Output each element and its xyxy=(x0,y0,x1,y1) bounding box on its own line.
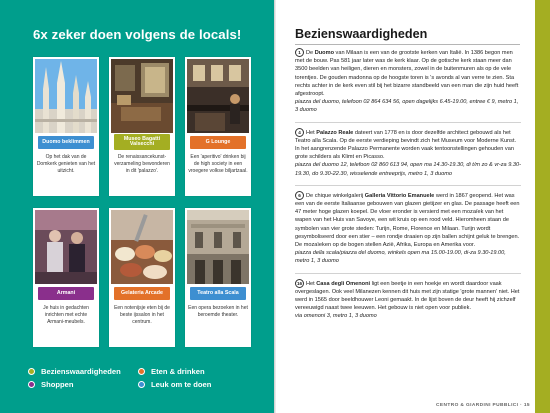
card-tag: Gelateria Arcade xyxy=(114,287,170,300)
article-text: van Milaan is een van de grootste kerken van Italië. In 1386 begon men met de bouw. Pas 581 jaar later was de kerk klaar. Op de gotische kerk staan meer dan 3500 beelden van heiligen, dieren en monsters, zowel in de buitenmuren als op de vele torentjes. De gouden madonna op de hoogste toren is 's avonds al van verre te zien. Sta rechts achter in de kerk even stil bij het bizarre standbeeld van een man die zijn huid heeft afgestroopt. xyxy=(295,50,519,98)
page-title-locals: 6x zeker doen volgens de locals! xyxy=(33,27,242,42)
legend-label: Bezienswaardigheden xyxy=(41,367,121,376)
card-g-lounge xyxy=(185,57,251,196)
legend-item xyxy=(138,380,248,389)
article-name: Galleria Vittorio Emanuele xyxy=(364,192,435,199)
article-text: ligt een beetje in een hoekje en wordt daardoor vaak overgeslagen. Ook veel Milanezen kennen dit huis met zijn statige 'grote mannen' niet. Het werd in 1565 door beeldhouwer Leoni gemaakt. In de lijst boven de deur heeft hij zichzelf vereeuwigd naast twee leeuwen. Het gebouw is niet open voor publiek. xyxy=(295,280,520,312)
section-color-bar xyxy=(535,0,550,413)
card-duomo xyxy=(33,57,99,196)
museum-interior-photo xyxy=(111,59,173,133)
legend-label: Shoppen xyxy=(41,380,74,389)
article-name: Duomo xyxy=(314,50,334,56)
title-divider xyxy=(295,44,520,45)
legend-item xyxy=(28,380,138,389)
card-description: Een 'aperitivo' drinken bij de high society in een vroegere volkse biljartzaal. xyxy=(188,154,248,174)
card-gelateria xyxy=(109,208,175,347)
card-row xyxy=(33,57,251,196)
map-number-badge: 6 xyxy=(295,191,304,200)
card-row xyxy=(33,208,251,347)
card-description: De renaissancekunst-verzameling bewonderen in dit 'palazzo'. xyxy=(114,154,170,174)
legend-row xyxy=(28,378,248,391)
card-museo-bagatti xyxy=(109,57,175,196)
legend-dot-icon xyxy=(138,368,145,375)
card-teatro-scala xyxy=(185,208,251,347)
article-entry xyxy=(295,191,521,266)
card-tag: G Lounge xyxy=(190,136,246,149)
article-text: dateert van 1778 en is door dezelfde architect gebouwd als het Teatro alla Scala. Op de eerste verdieping bevindt zich het Museum voor Moderne Kunst. In het aangrenzende Palazzo Permanente worden vaak tentoonstellingen gehouden van grote schilders als Klimt en Picasso. xyxy=(295,129,517,161)
left-page xyxy=(0,0,274,413)
legend-label: Eten & drinken xyxy=(151,367,205,376)
card-grid xyxy=(33,57,251,347)
article-lead: Het xyxy=(306,129,317,136)
duomo-spires-photo xyxy=(35,59,97,133)
article-info: piazza del duomo 12, telefoon 02 860 613 94, open ma 14.30-19.30, di t/m zo & vr-za 9.30-19.30, do 9.30-22.30, wisselende entreeprijs, metro 1, 3 duomo xyxy=(295,162,521,177)
article-divider xyxy=(295,273,521,274)
card-tag: Duomo beklimmen xyxy=(38,136,94,149)
scala-theatre-photo xyxy=(187,210,249,284)
article-lead: De xyxy=(306,50,315,56)
article-info: piazza della scala/piazza del duomo, winkels open ma 15.00-19.00, di-za 9.30-19.00, metro 1, 3 duomo xyxy=(295,250,506,265)
page-footer: CENTRO & GIARDINI PUBBLICI · 15 xyxy=(436,403,530,408)
card-description: Je huis in gedachten inrichten met echte Armani-meubels. xyxy=(43,305,89,325)
map-number-badge: 16 xyxy=(296,280,303,286)
article-name: Palazzo Reale xyxy=(316,129,354,136)
card-description: Een notenijsje eten bij de beste ijssalon in het centrum. xyxy=(114,305,170,325)
article-info: piazza del duomo, telefoon 02 864 634 56, open dagelijks 6.45-19.00, entree € 9, metro 1, 3 duomo xyxy=(295,99,519,114)
legend-item xyxy=(28,367,138,376)
card-description: Een opera bezoeken in het beroemde theater. xyxy=(188,305,248,318)
legend-label: Leuk om te doen xyxy=(151,380,212,389)
card-tag: Armani xyxy=(38,287,94,300)
map-number-badge: 1 xyxy=(295,48,304,57)
card-description: Op het dak van de Domkerk genieten van het uitzicht. xyxy=(36,154,96,174)
legend-item xyxy=(138,367,248,376)
gelato-photo xyxy=(111,210,173,284)
article-name: Casa degli Omenoni xyxy=(316,280,371,287)
article-divider xyxy=(295,185,521,186)
article-entry xyxy=(295,48,521,115)
article-lead: Het xyxy=(306,280,317,287)
card-armani xyxy=(33,208,99,347)
map-number-badge: 4 xyxy=(295,128,304,137)
article-divider xyxy=(295,122,521,123)
right-page xyxy=(276,0,550,413)
card-tag: Teatro alla Scala xyxy=(190,287,246,300)
legend-dot-icon xyxy=(28,368,35,375)
article-text: werd in 1867 geopend. Het was een van de eerste Italiaanse gebouwen van glazen gietijzer en glas. De passage heeft een 47 meter hoge glazen koepel. De vloer eronder is versierd met een mozaïek van het wapen van het Huis van Savoye, een wit kruis op een rood veld. Hieromheen staan de symbolen van vier grote steden: Turijn, Rome, Florence en Milaan. Turijn wordt gesymboliseerd door een stier – een rondje draaien op zijn ballen schijnt geluk te brengen. De mozaïeken op de bogen stellen Azië, Afrika, Europa en Amerika voor. xyxy=(295,192,520,249)
card-tag: Museo Bagatti Valsecchi xyxy=(114,134,170,150)
article-list xyxy=(295,48,521,328)
page-title-sights: Bezienswaardigheden xyxy=(295,27,428,41)
lounge-photo xyxy=(187,59,249,133)
category-legend xyxy=(28,365,248,391)
article-entry xyxy=(295,128,521,178)
legend-dot-icon xyxy=(28,381,35,388)
article-entry xyxy=(295,279,521,321)
legend-dot-icon xyxy=(138,381,145,388)
article-lead: De chique winkelgalerij xyxy=(306,192,365,199)
article-info: via omenoni 3, metro 1, 3 duomo xyxy=(295,313,377,320)
armani-store-photo xyxy=(35,210,97,284)
legend-row xyxy=(28,365,248,378)
